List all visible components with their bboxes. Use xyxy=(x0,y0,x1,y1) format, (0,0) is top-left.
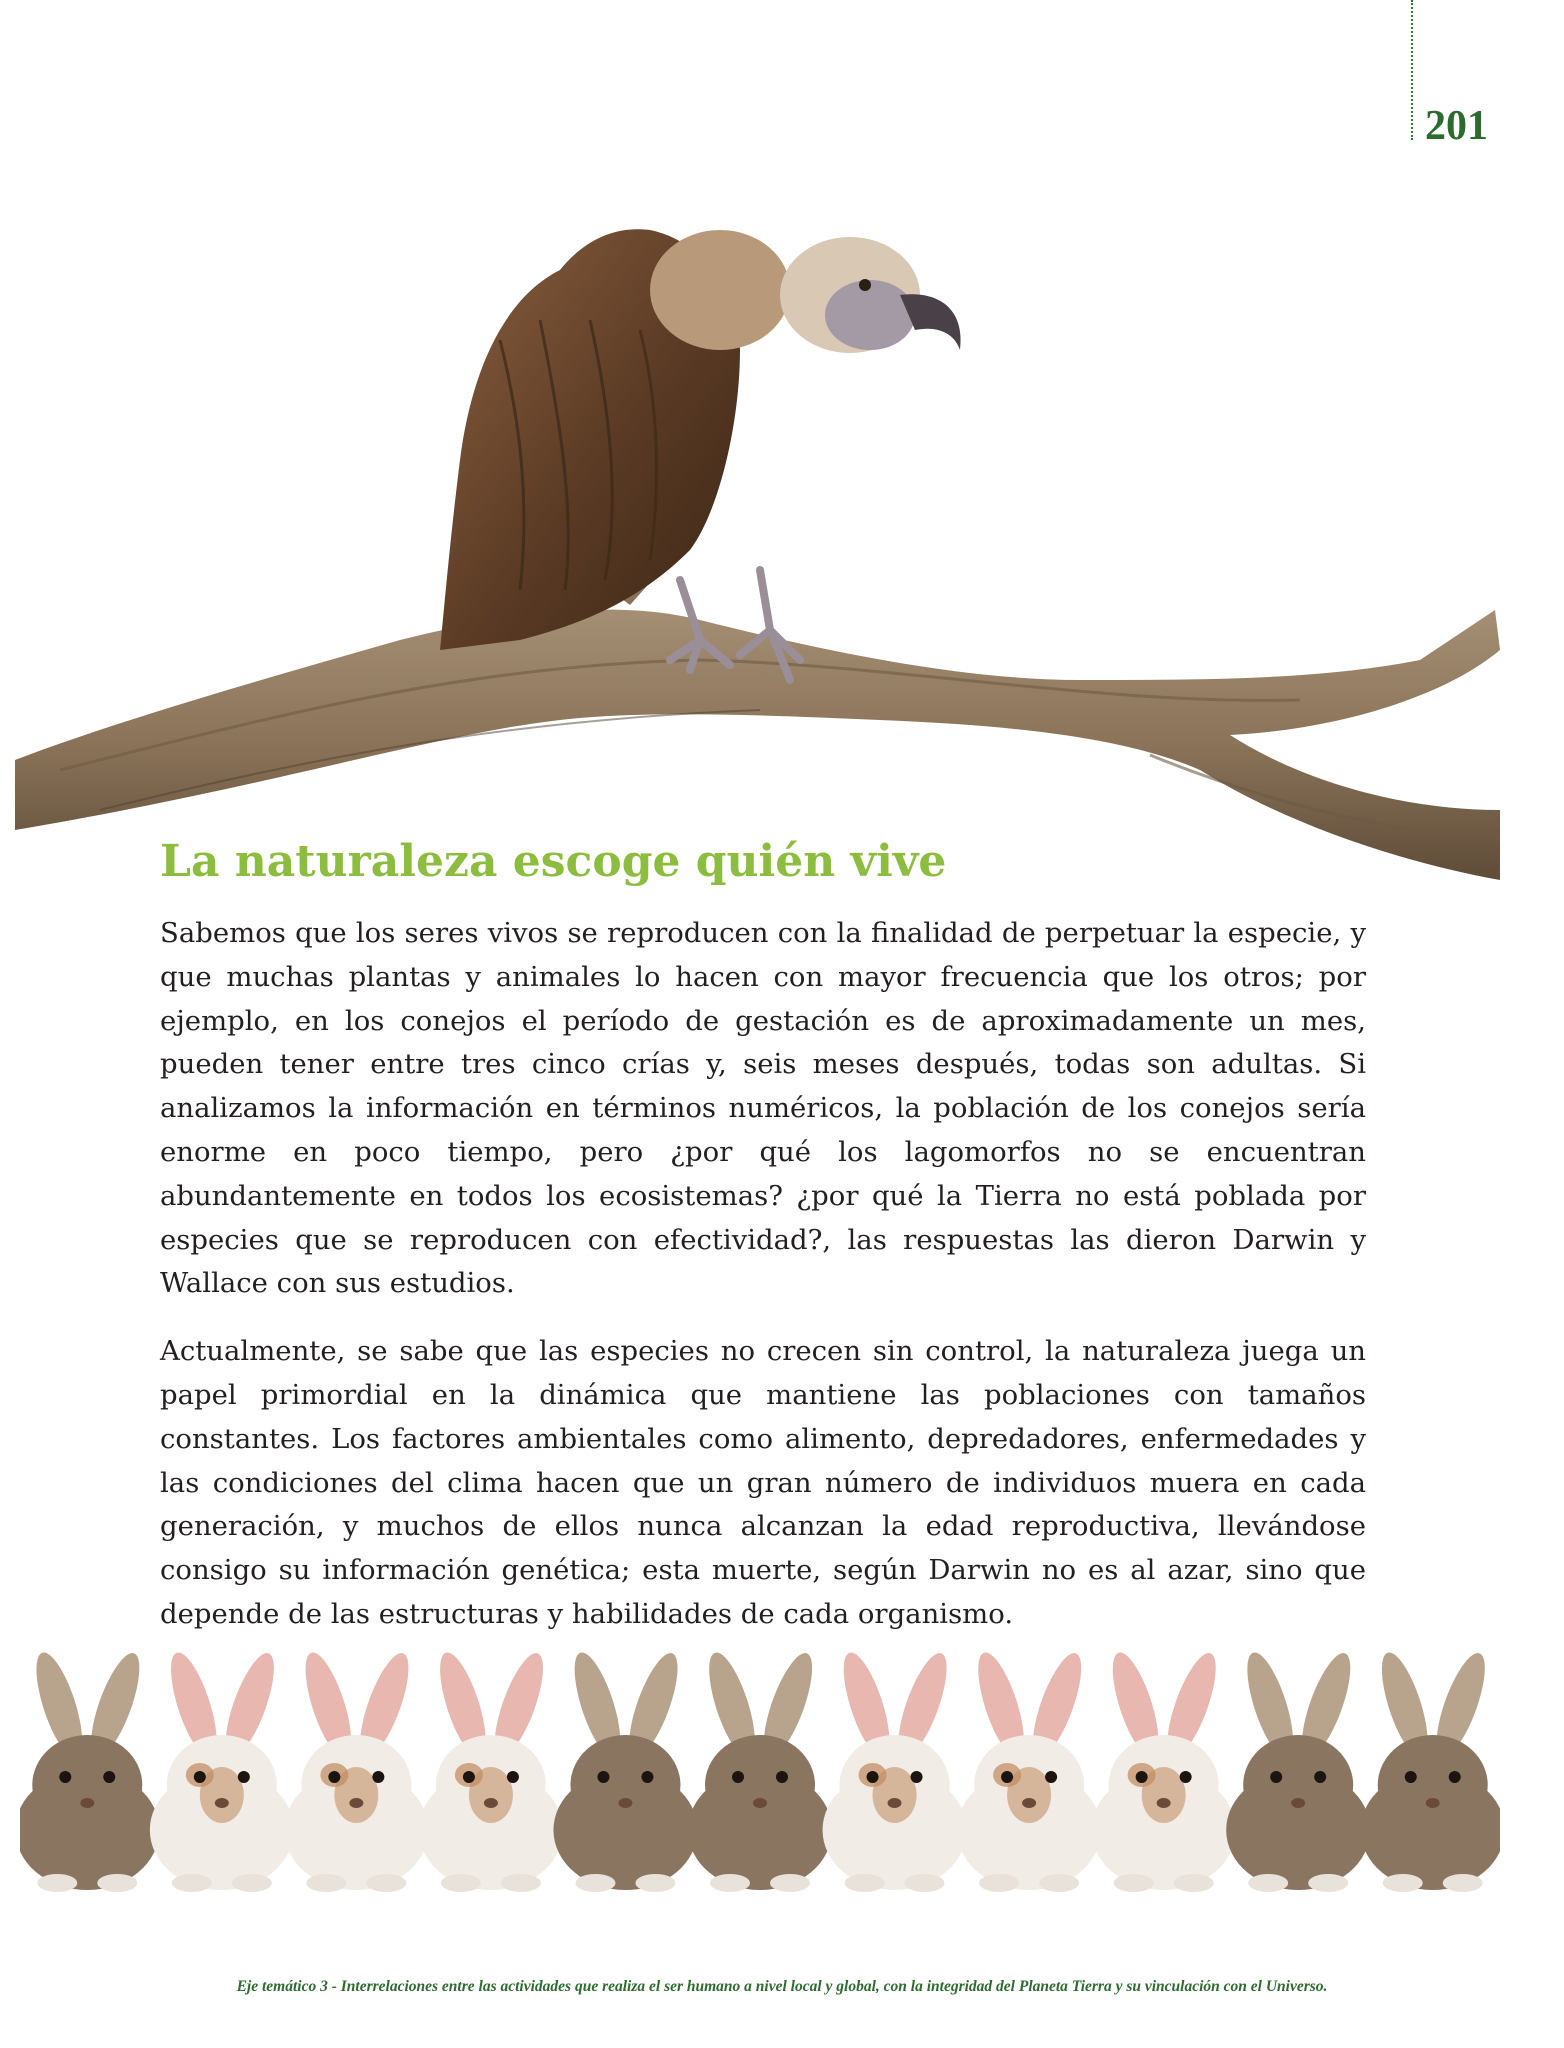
rabbit xyxy=(1226,1648,1370,1892)
rabbit xyxy=(1361,1648,1500,1892)
rabbit xyxy=(957,1648,1101,1892)
branch xyxy=(15,550,1500,880)
section-title: La naturaleza escoge quién vive xyxy=(160,836,947,887)
rabbit xyxy=(150,1648,294,1892)
rabbit xyxy=(284,1648,428,1892)
rabbit xyxy=(553,1648,697,1892)
footer-caption: Eje temático 3 - Interrelaciones entre las actividades que realiza el ser humano a nivel local y global, con la integridad del Planeta Tierra y su vinculación con el Universo. xyxy=(236,1978,1328,1995)
body-text xyxy=(160,912,1366,1661)
rabbit xyxy=(1092,1648,1236,1892)
page-number: 201 xyxy=(1425,103,1488,149)
vulture xyxy=(440,229,961,680)
rabbit xyxy=(823,1648,967,1892)
rabbit xyxy=(419,1648,563,1892)
paragraph-1: Sabemos que los seres vivos se reproducen con la finalidad de perpetuar la especie, y que muchas plantas y animales lo hacen con mayor frecuencia que los otros; por ejemplo, en los conejos el período de gestación es de aproximadamente un mes, pueden tener entre tres cinco crías y, seis meses después, todas son adultas. Si analizamos la información en términos numéricos, la población de los conejos sería enorme en poco tiempo, pero ¿por qué los lagomorfos no se encuentran abundantemente en todos los ecosistemas? ¿por qué la Tierra no está poblada por especies que se reproducen con efectividad?, las respuestas las dieron Darwin y Wallace con sus estudios. xyxy=(160,917,1366,1300)
vulture-on-branch-image xyxy=(0,120,1564,910)
rabbit xyxy=(688,1648,832,1892)
rabbit xyxy=(20,1648,159,1892)
rabbits-row-image xyxy=(20,1625,1500,1895)
paragraph-2: Actualmente, se sabe que las especies no crecen sin control, la naturaleza juega un papel primordial en la dinámica que mantiene las poblaciones con tamaños constantes. Los factores ambientales como alimento, depredadores, enfermedades y las condiciones del clima hacen que un gran número de individuos muera en cada generación, y muchos de ellos nunca alcanzan la edad reproductiva, llevándose consigo su información genética; esta muerte, según Darwin no es al azar, sino que depende de las estructuras y habilidades de cada organismo. xyxy=(160,1335,1366,1630)
header-dotted-rule xyxy=(1411,0,1413,140)
